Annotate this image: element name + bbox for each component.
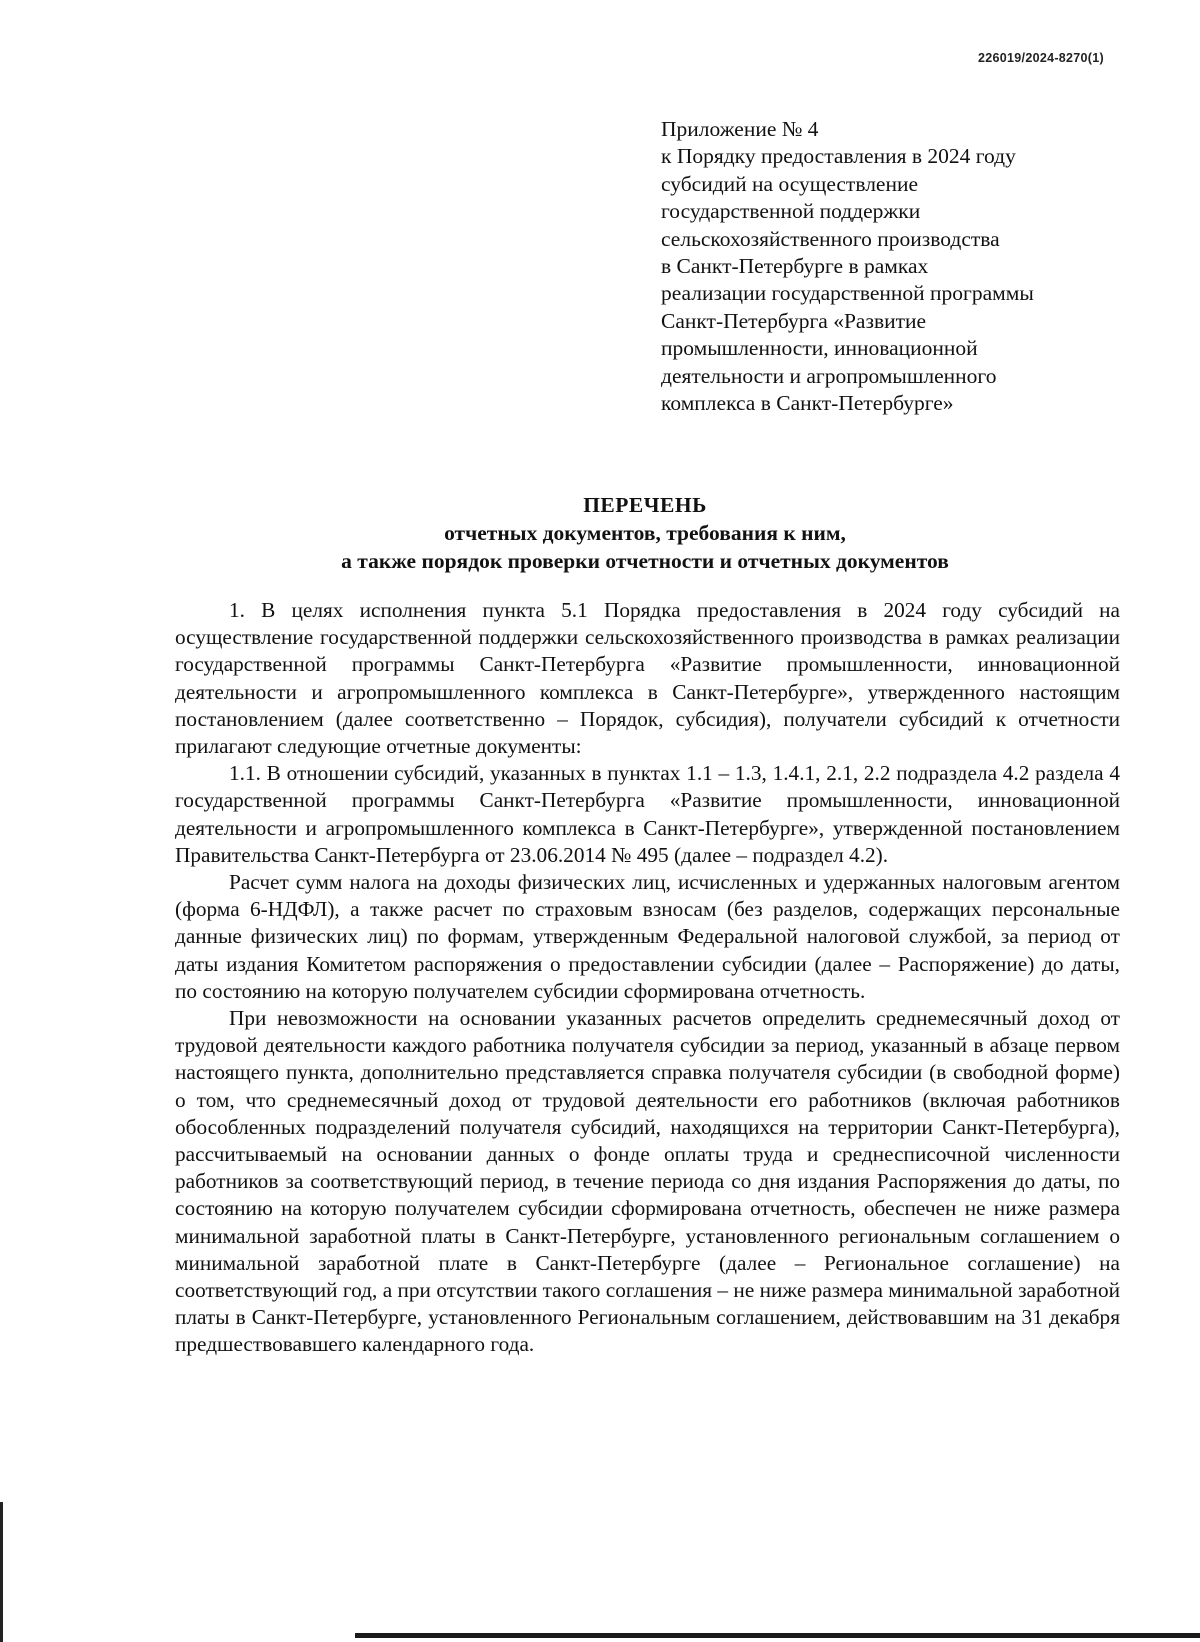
document-registration-number: 226019/2024-8270(1) — [978, 51, 1104, 65]
scan-bottom-edge — [355, 1633, 1200, 1638]
document-subtitle-line-2: а также порядок проверки отчетности и отчетных документов — [341, 549, 949, 573]
body-paragraph-4: При невозможности на основании указанных расчетов определить среднемесячный доход от трудовой деятельности каждого работника получателя субсидии за период, указанный в абзаце первом настоящего пункта, дополнительно представляется справка получателя субсидии (в свободной форме) о том, что среднемесячный доход от трудовой деятельности его работников (включая работников обособленных подразделений получателя субсидий, находящихся на территории Санкт-Петербурга), рассчитываемый на основании данных о фонде оплаты труда и среднесписочной численности работников за соответствующий период, в течение периода со дня издания Распоряжения до даты, по состоянию на которую получателем субсидии сформирована отчетность, обеспечен не ниже размера минимальной заработной платы в Санкт-Петербурге, установленного региональным соглашением о минимальной заработной плате в Санкт-Петербурге (далее – Региональное соглашение) на соответствующий год, а при отсутствии такого соглашения – не ниже размера минимальной заработной платы в Санкт-Петербурге, установленного Региональным соглашением, действовавшим на 31 декабря предшествовавшего календарного года. — [175, 1006, 1120, 1357]
appendix-line: Приложение № 4 — [661, 117, 819, 141]
appendix-line: государственной поддержки — [661, 199, 921, 224]
body-paragraph-3: Расчет сумм налога на доходы физических лиц, исчисленных и удержанных налоговым агентом (форма 6-НДФЛ), а также расчет по страховым взносам (без разделов, содержащих персональные данные физических лиц) по формам, утвержденным Федеральной налоговой службой, за период от даты издания Комитетом распоряжения о предоставлении субсидии (далее – Распоряжение) до даты, по состоянию на которую получателем субсидии сформирована отчетность. — [175, 870, 1120, 1003]
appendix-line: субсидий на осуществление — [661, 171, 919, 196]
document-heading — [0, 491, 1200, 575]
appendix-line: реализации государственной программы — [661, 281, 1034, 306]
appendix-block — [661, 116, 1101, 417]
document-subtitle-line-1: отчетных документов, требования к ним, — [444, 521, 846, 545]
body-paragraph-2: 1.1. В отношении субсидий, указанных в пунктах 1.1 – 1.3, 1.4.1, 2.1, 2.2 подраздела 4.2 раздела 4 государственной программы Санкт-Петербурга «Развитие промышленности, инновационной деятельности и агропромышленного комплекса в Санкт-Петербурге», утвержденной постановлением Правительства Санкт-Петербурга от 23.06.2014 № 495 (далее – подраздел 4.2). — [175, 761, 1120, 867]
appendix-line: промышленности, инновационной — [661, 336, 978, 361]
body-paragraph-1: 1. В целях исполнения пункта 5.1 Порядка предоставления в 2024 году субсидий на осуществление государственной поддержки сельскохозяйственного производства в рамках реализации государственной программы Санкт-Петербурга «Развитие промышленности, инновационной деятельности и агропромышленного комплекса в Санкт-Петербурге», утвержденного настоящим постановлением (далее соответственно – Порядок, субсидия), получатели субсидий к отчетности прилагают следующие отчетные документы: — [175, 598, 1120, 759]
appendix-line: в Санкт-Петербурге в рамках — [661, 254, 929, 279]
appendix-line: к Порядку предоставления в 2024 году — [661, 144, 1016, 169]
scan-left-edge — [0, 1502, 3, 1642]
appendix-line: комплекса в Санкт-Петербурге» — [661, 391, 954, 416]
appendix-line: Санкт-Петербурга «Развитие — [661, 308, 927, 333]
appendix-line: деятельности и агропромышленного — [661, 363, 997, 388]
appendix-line: сельскохозяйственного производства — [661, 226, 1000, 251]
document-body — [175, 597, 1120, 1359]
document-title: ПЕРЕЧЕНЬ — [583, 493, 707, 517]
